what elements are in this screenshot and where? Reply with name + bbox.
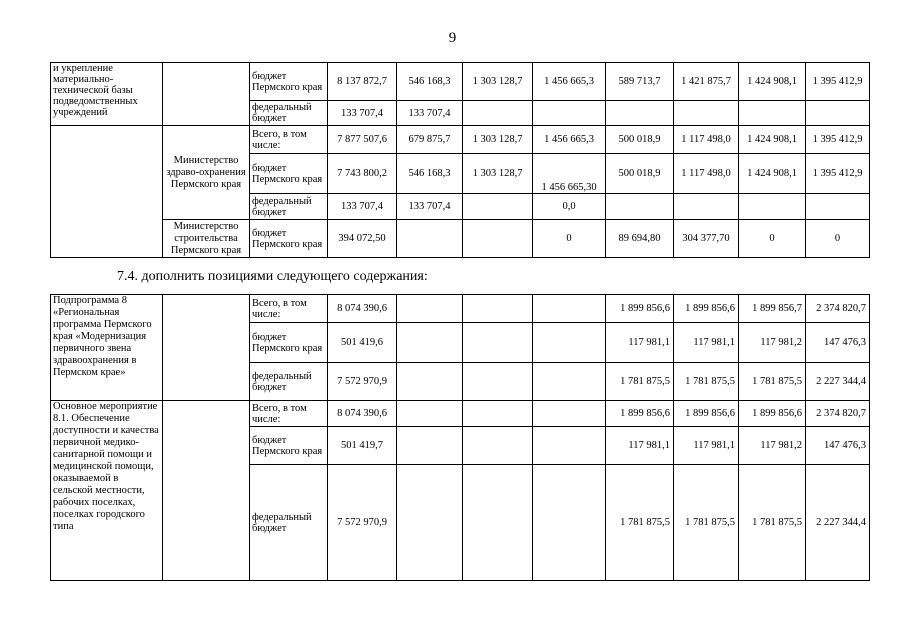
funding-source: Всего, в том числе: xyxy=(250,126,328,154)
value-cell: 2 374 820,7 xyxy=(806,295,870,323)
value-cell xyxy=(533,101,606,126)
value-cell: 1 395 412,9 xyxy=(806,63,870,101)
value-cell xyxy=(674,101,739,126)
value-cell: 1 781 875,5 xyxy=(674,363,739,401)
funding-source: бюджет Пермского края xyxy=(250,63,328,101)
value-cell: 304 377,70 xyxy=(674,220,739,258)
value-cell: 2 374 820,7 xyxy=(806,401,870,427)
value-cell: 1 899 856,6 xyxy=(606,401,674,427)
value-cell: 1 456 665,3 xyxy=(533,126,606,154)
value-cell: 117 981,1 xyxy=(674,323,739,363)
funding-source: федеральный бюджет xyxy=(250,101,328,126)
value-cell: 1 781 875,5 xyxy=(674,465,739,581)
value-cell xyxy=(397,427,463,465)
value-cell: 1 117 498,0 xyxy=(674,154,739,194)
value-cell xyxy=(533,363,606,401)
value-cell: 1 303 128,7 xyxy=(463,154,533,194)
value-cell: 1 424 908,1 xyxy=(739,154,806,194)
value-cell: 89 694,80 xyxy=(606,220,674,258)
table-row xyxy=(51,295,870,323)
value-cell: 7 743 800,2 xyxy=(328,154,397,194)
value-cell xyxy=(739,194,806,220)
value-cell xyxy=(533,427,606,465)
value-cell xyxy=(606,101,674,126)
funding-source: бюджет Пермского края xyxy=(250,323,328,363)
value-cell: 1 899 856,6 xyxy=(606,295,674,323)
value-cell xyxy=(397,220,463,258)
value-cell: 0 xyxy=(533,220,606,258)
value-cell: 1 899 856,6 xyxy=(674,295,739,323)
table-row xyxy=(51,220,870,258)
value-cell xyxy=(397,323,463,363)
value-cell: 546 168,3 xyxy=(397,63,463,101)
funding-source: бюджет Пермского края xyxy=(250,220,328,258)
value-cell: 117 981,1 xyxy=(606,427,674,465)
value-cell: 1 781 875,5 xyxy=(739,465,806,581)
value-cell: 1 117 498,0 xyxy=(674,126,739,154)
value-cell: 1 424 908,1 xyxy=(739,63,806,101)
value-cell: 1 781 875,5 xyxy=(739,363,806,401)
value-cell xyxy=(674,194,739,220)
value-cell: 8 074 390,6 xyxy=(328,295,397,323)
value-cell: 147 476,3 xyxy=(806,323,870,363)
value-cell xyxy=(606,194,674,220)
value-cell xyxy=(463,194,533,220)
empty-name-cell xyxy=(51,126,163,258)
value-cell: 133 707,4 xyxy=(397,194,463,220)
funding-source: бюджет Пермского края xyxy=(250,154,328,194)
executor-name: Министерство строительства Пермского края xyxy=(163,220,250,258)
value-cell xyxy=(397,401,463,427)
value-cell: 8 074 390,6 xyxy=(328,401,397,427)
value-cell: 133 707,4 xyxy=(328,194,397,220)
funding-source: федеральный бюджет xyxy=(250,194,328,220)
value-cell: 7 877 507,6 xyxy=(328,126,397,154)
funding-source: Всего, в том числе: xyxy=(250,401,328,427)
value-cell: 589 713,7 xyxy=(606,63,674,101)
value-cell xyxy=(463,401,533,427)
value-cell: 1 303 128,7 xyxy=(463,126,533,154)
value-cell: 679 875,7 xyxy=(397,126,463,154)
value-cell xyxy=(463,101,533,126)
value-cell: 7 572 970,9 xyxy=(328,363,397,401)
value-cell: 1 899 856,7 xyxy=(739,295,806,323)
value-cell xyxy=(806,194,870,220)
executor-cell xyxy=(163,295,250,401)
measure-name: Основное мероприятие 8.1. Обеспечение доступности и качества первичной медико-санитарной помощи и медицинской помощи, оказываемой в сельской местности, рабочих поселках, поселках городского типа xyxy=(51,401,163,581)
funding-source: федеральный бюджет xyxy=(250,465,328,581)
budget-table-additions xyxy=(50,294,870,581)
budget-table-continuation xyxy=(50,62,870,258)
value-cell xyxy=(533,401,606,427)
table-row xyxy=(51,63,870,101)
value-cell: 133 707,4 xyxy=(397,101,463,126)
program-name: и укрепление материально-технической базы подведомственных учреждений xyxy=(51,63,163,126)
value-cell: 8 137 872,7 xyxy=(328,63,397,101)
funding-source: бюджет Пермского края xyxy=(250,427,328,465)
value-cell xyxy=(533,295,606,323)
value-cell xyxy=(397,363,463,401)
value-cell: 117 981,1 xyxy=(674,427,739,465)
section-heading: 7.4. дополнить позициями следующего содержания: xyxy=(117,269,428,284)
value-cell: 501 419,6 xyxy=(328,323,397,363)
value-cell: 1 421 875,7 xyxy=(674,63,739,101)
value-cell: 0,0 xyxy=(533,194,606,220)
funding-source: федеральный бюджет xyxy=(250,363,328,401)
value-cell xyxy=(463,295,533,323)
value-cell xyxy=(463,427,533,465)
value-cell: 0 xyxy=(806,220,870,258)
executor-cell xyxy=(163,401,250,581)
subprogram-name: Подпрограмма 8 «Региональная программа Пермского края «Модернизация первичного звена здравоохранения в Пермском крае» xyxy=(51,295,163,401)
executor-cell xyxy=(163,63,250,126)
value-cell: 1 395 412,9 xyxy=(806,154,870,194)
page-number: 9 xyxy=(448,30,457,46)
value-cell xyxy=(739,101,806,126)
value-cell: 1 456 665,3 xyxy=(533,63,606,101)
value-cell: 1 395 412,9 xyxy=(806,126,870,154)
funding-source: Всего, в том числе: xyxy=(250,295,328,323)
value-cell: 500 018,9 xyxy=(606,126,674,154)
value-cell xyxy=(463,363,533,401)
executor-name: Министерство здраво-охранения Пермского края xyxy=(163,126,250,220)
value-cell: 117 981,2 xyxy=(739,323,806,363)
value-cell xyxy=(463,465,533,581)
value-cell xyxy=(397,295,463,323)
value-cell: 133 707,4 xyxy=(328,101,397,126)
value-cell: 501 419,7 xyxy=(328,427,397,465)
value-cell: 7 572 970,9 xyxy=(328,465,397,581)
value-cell xyxy=(397,465,463,581)
value-cell: 1 781 875,5 xyxy=(606,465,674,581)
value-cell xyxy=(533,323,606,363)
value-cell: 2 227 344,4 xyxy=(806,465,870,581)
table-row xyxy=(51,126,870,154)
value-cell: 1 781 875,5 xyxy=(606,363,674,401)
value-cell xyxy=(463,323,533,363)
value-cell: 1 424 908,1 xyxy=(739,126,806,154)
table-row xyxy=(51,401,870,427)
value-cell: 500 018,9 xyxy=(606,154,674,194)
value-cell: 1 456 665,30 xyxy=(533,154,606,194)
value-cell: 117 981,1 xyxy=(606,323,674,363)
value-cell xyxy=(806,101,870,126)
value-cell: 147 476,3 xyxy=(806,427,870,465)
value-cell: 1 899 856,6 xyxy=(674,401,739,427)
value-cell: 1 899 856,6 xyxy=(739,401,806,427)
value-cell xyxy=(463,220,533,258)
value-cell xyxy=(533,465,606,581)
value-cell: 2 227 344,4 xyxy=(806,363,870,401)
value-cell: 1 303 128,7 xyxy=(463,63,533,101)
value-cell: 0 xyxy=(739,220,806,258)
value-cell: 546 168,3 xyxy=(397,154,463,194)
value-cell: 117 981,2 xyxy=(739,427,806,465)
value-cell: 394 072,50 xyxy=(328,220,397,258)
